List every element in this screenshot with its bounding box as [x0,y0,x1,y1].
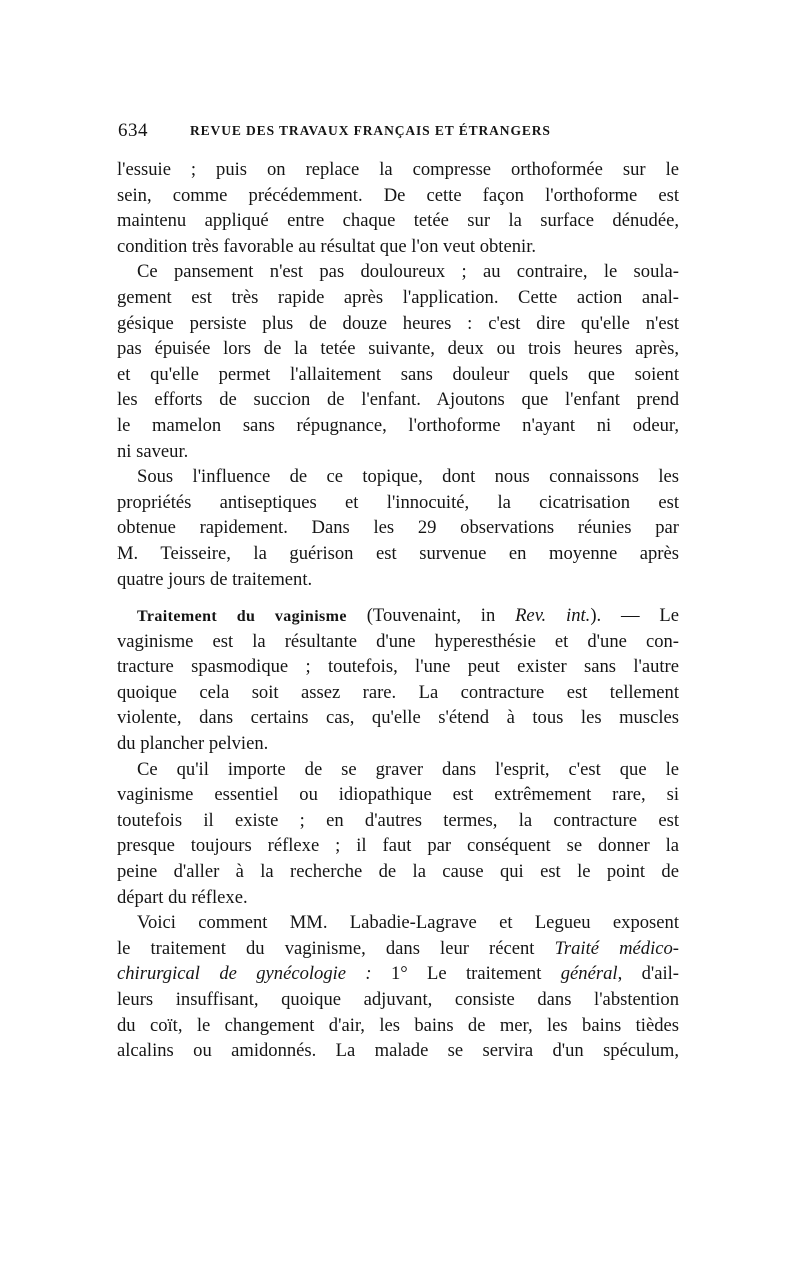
text-line: départ du réflexe. [117,886,248,908]
text-line: alcalins ou amidonnés. La malade se servira d'un spéculum, [117,1040,679,1062]
section-title: Traitement du vaginisme [137,608,347,626]
text-line: quoique cela soit assez rare. La contracture est tellement [117,681,679,703]
text-line [117,936,679,962]
text-line: leurs insuffisant, quoique adjuvant, consiste dans l'abstention [117,989,679,1010]
text-line: du coït, le changement d'air, les bains de mer, les bains tièdes [117,1014,679,1036]
text-line: les efforts de succion de l'enfant. Ajoutons que l'enfant prend [117,389,679,411]
book-title: chirurgical de gynécologie : [117,963,372,985]
emphasis-text: général [560,963,618,985]
text-line: Ce pansement n'est pas douloureux ; au contraire, le soula- [137,261,679,283]
text-line [117,603,679,629]
page-number: 634 [118,120,148,141]
citation-text: ). — Le [590,605,680,627]
text-line: presque toujours réflexe ; il faut par conséquent se donner la [117,835,679,857]
paragraph-3 [117,464,679,592]
paragraph-6 [117,910,679,1064]
text-run: le traitement du vaginisme, dans leur récent [117,937,555,959]
text-line: toutefois il existe ; en d'autres termes, la contracture est [117,809,679,831]
text-line: maintenu appliqué entre chaque tetée sur la surface dénudée, [117,210,679,232]
book-title: Traité médico- [554,937,679,959]
running-head: REVUE DES TRAVAUX FRANÇAIS ET ÉTRANGERS [190,123,551,138]
text-line: propriétés antiseptiques et l'innocuité, la cicatrisation est [117,491,679,513]
text-line: sein, comme précédemment. De cette façon l'orthoforme est [117,184,679,206]
text-line: condition très favorable au résultat que l'on veut obtenir. [117,235,537,257]
text-line: Voici comment MM. Labadie-Lagrave et Legueu exposent [137,912,679,934]
text-line: ni saveur. [117,440,189,462]
text-line: Sous l'influence de ce topique, dont nous connaissons les [137,466,679,488]
text-run: , d'ail- [617,963,679,985]
body-text [117,157,679,1064]
paragraph-1 [117,157,679,259]
paragraph-2 [117,259,679,464]
journal-title: Rev. int. [515,605,591,627]
text-line: et qu'elle permet l'allaitement sans douleur quels que soient [117,363,679,385]
text-line: quatre jours de traitement. [117,568,313,590]
text-line: gésique persiste plus de douze heures : c'est dire qu'elle n'est [117,312,679,334]
paragraph-4 [117,603,679,757]
text-line: peine d'aller à la recherche de la cause qui est le point de [117,861,679,883]
text-line [117,961,679,987]
text-line: vaginisme est la résultante d'une hyperesthésie et d'une con- [117,630,679,652]
text-line: du plancher pelvien. [117,733,269,755]
text-line: vaginisme essentiel ou idiopathique est extrêmement rare, si [117,784,679,806]
citation-text: (Touvenaint, in [346,605,516,627]
text-line: le mamelon sans répugnance, l'orthoforme n'ayant ni odeur, [117,414,679,436]
text-run: 1° Le traitement [371,963,561,985]
text-line: violente, dans certains cas, qu'elle s'étend à tous les muscles [117,707,679,729]
page-header [118,120,678,144]
paragraph-5 [117,757,679,911]
text-line: M. Teisseire, la guérison est survenue en moyenne après [117,542,679,564]
text-line: Ce qu'il importe de se graver dans l'esprit, c'est que le [137,758,679,780]
text-line: l'essuie ; puis on replace la compresse orthoformée sur le [117,159,679,180]
text-line: pas épuisée lors de la tetée suivante, deux ou trois heures après, [117,338,679,360]
section-gap [117,592,679,603]
text-line: tracture spasmodique ; toutefois, l'une peut exister sans l'autre [117,656,679,678]
text-line: obtenue rapidement. Dans les 29 observations réunies par [117,517,679,539]
text-line: gement est très rapide après l'application. Cette action anal- [117,286,679,308]
